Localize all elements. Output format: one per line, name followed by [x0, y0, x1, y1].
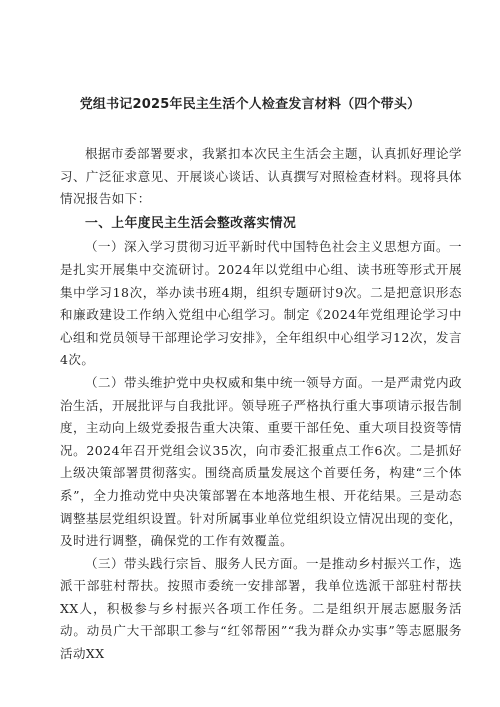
body-paragraph-1: （一）深入学习贯彻习近平新时代中国特色社会主义思想方面。一是扎实开展集中交流研讨。2024年以党组中心组、读书班等形式开展集中学习18次，举办读书班4期，组织专题研讨9次。二是把意识形态和廉政建设工作纳入党组中心组学习。制定《2024年党组理论学习中心组和党员领导干部理论学习安排》，全年组织中心组学习12次，发言4次。 — [60, 239, 462, 368]
body-paragraph-3: （三）带头践行宗旨、服务人民方面。一是推动乡村振兴工作，选派干部驻村帮扶。按照市委统一安排部署，我单位选派干部驻村帮扶XX人，积极参与乡村振兴各项工作任务。二是组织开展志愿服务活动。动员广大干部职工参与“红邻帮困”“我为群众办实事”等志愿服务活动XX — [60, 555, 462, 662]
section-heading: 一、上年度民主生活会整改落实情况 — [85, 215, 297, 231]
document-body — [60, 143, 462, 666]
body-paragraph-2: （二）带头维护党中央权威和集中统一领导方面。一是严肃党内政治生活，开展批评与自我批评。领导班子严格执行重大事项请示报告制度，主动向上级党委报告重大决策、重要干部任免、重大项目投资等情况。2024年召开党组会议35次，向市委汇报重点工作6次。二是抓好上级决策部署贯彻落实。围绕高质量发展这个首要任务，构建“三个体系”，全力推动党中央决策部署在本地落地生根、开花结果。三是动态调整基层党组织设置。针对所属事业单位党组织设立情况出现的变化，及时进行调整，确保党的工作有效覆盖。 — [60, 374, 462, 549]
intro-paragraph: 根据市委部署要求，我紧扣本次民主生活会主题，认真抓好理论学习、广泛征求意见、开展谈心谈话、认真撰写对照检查材料。现将具体情况报告如下： — [60, 146, 462, 207]
document-title: 党组书记2025年民主生活个人检查发言材料（四个带头） — [79, 97, 421, 112]
